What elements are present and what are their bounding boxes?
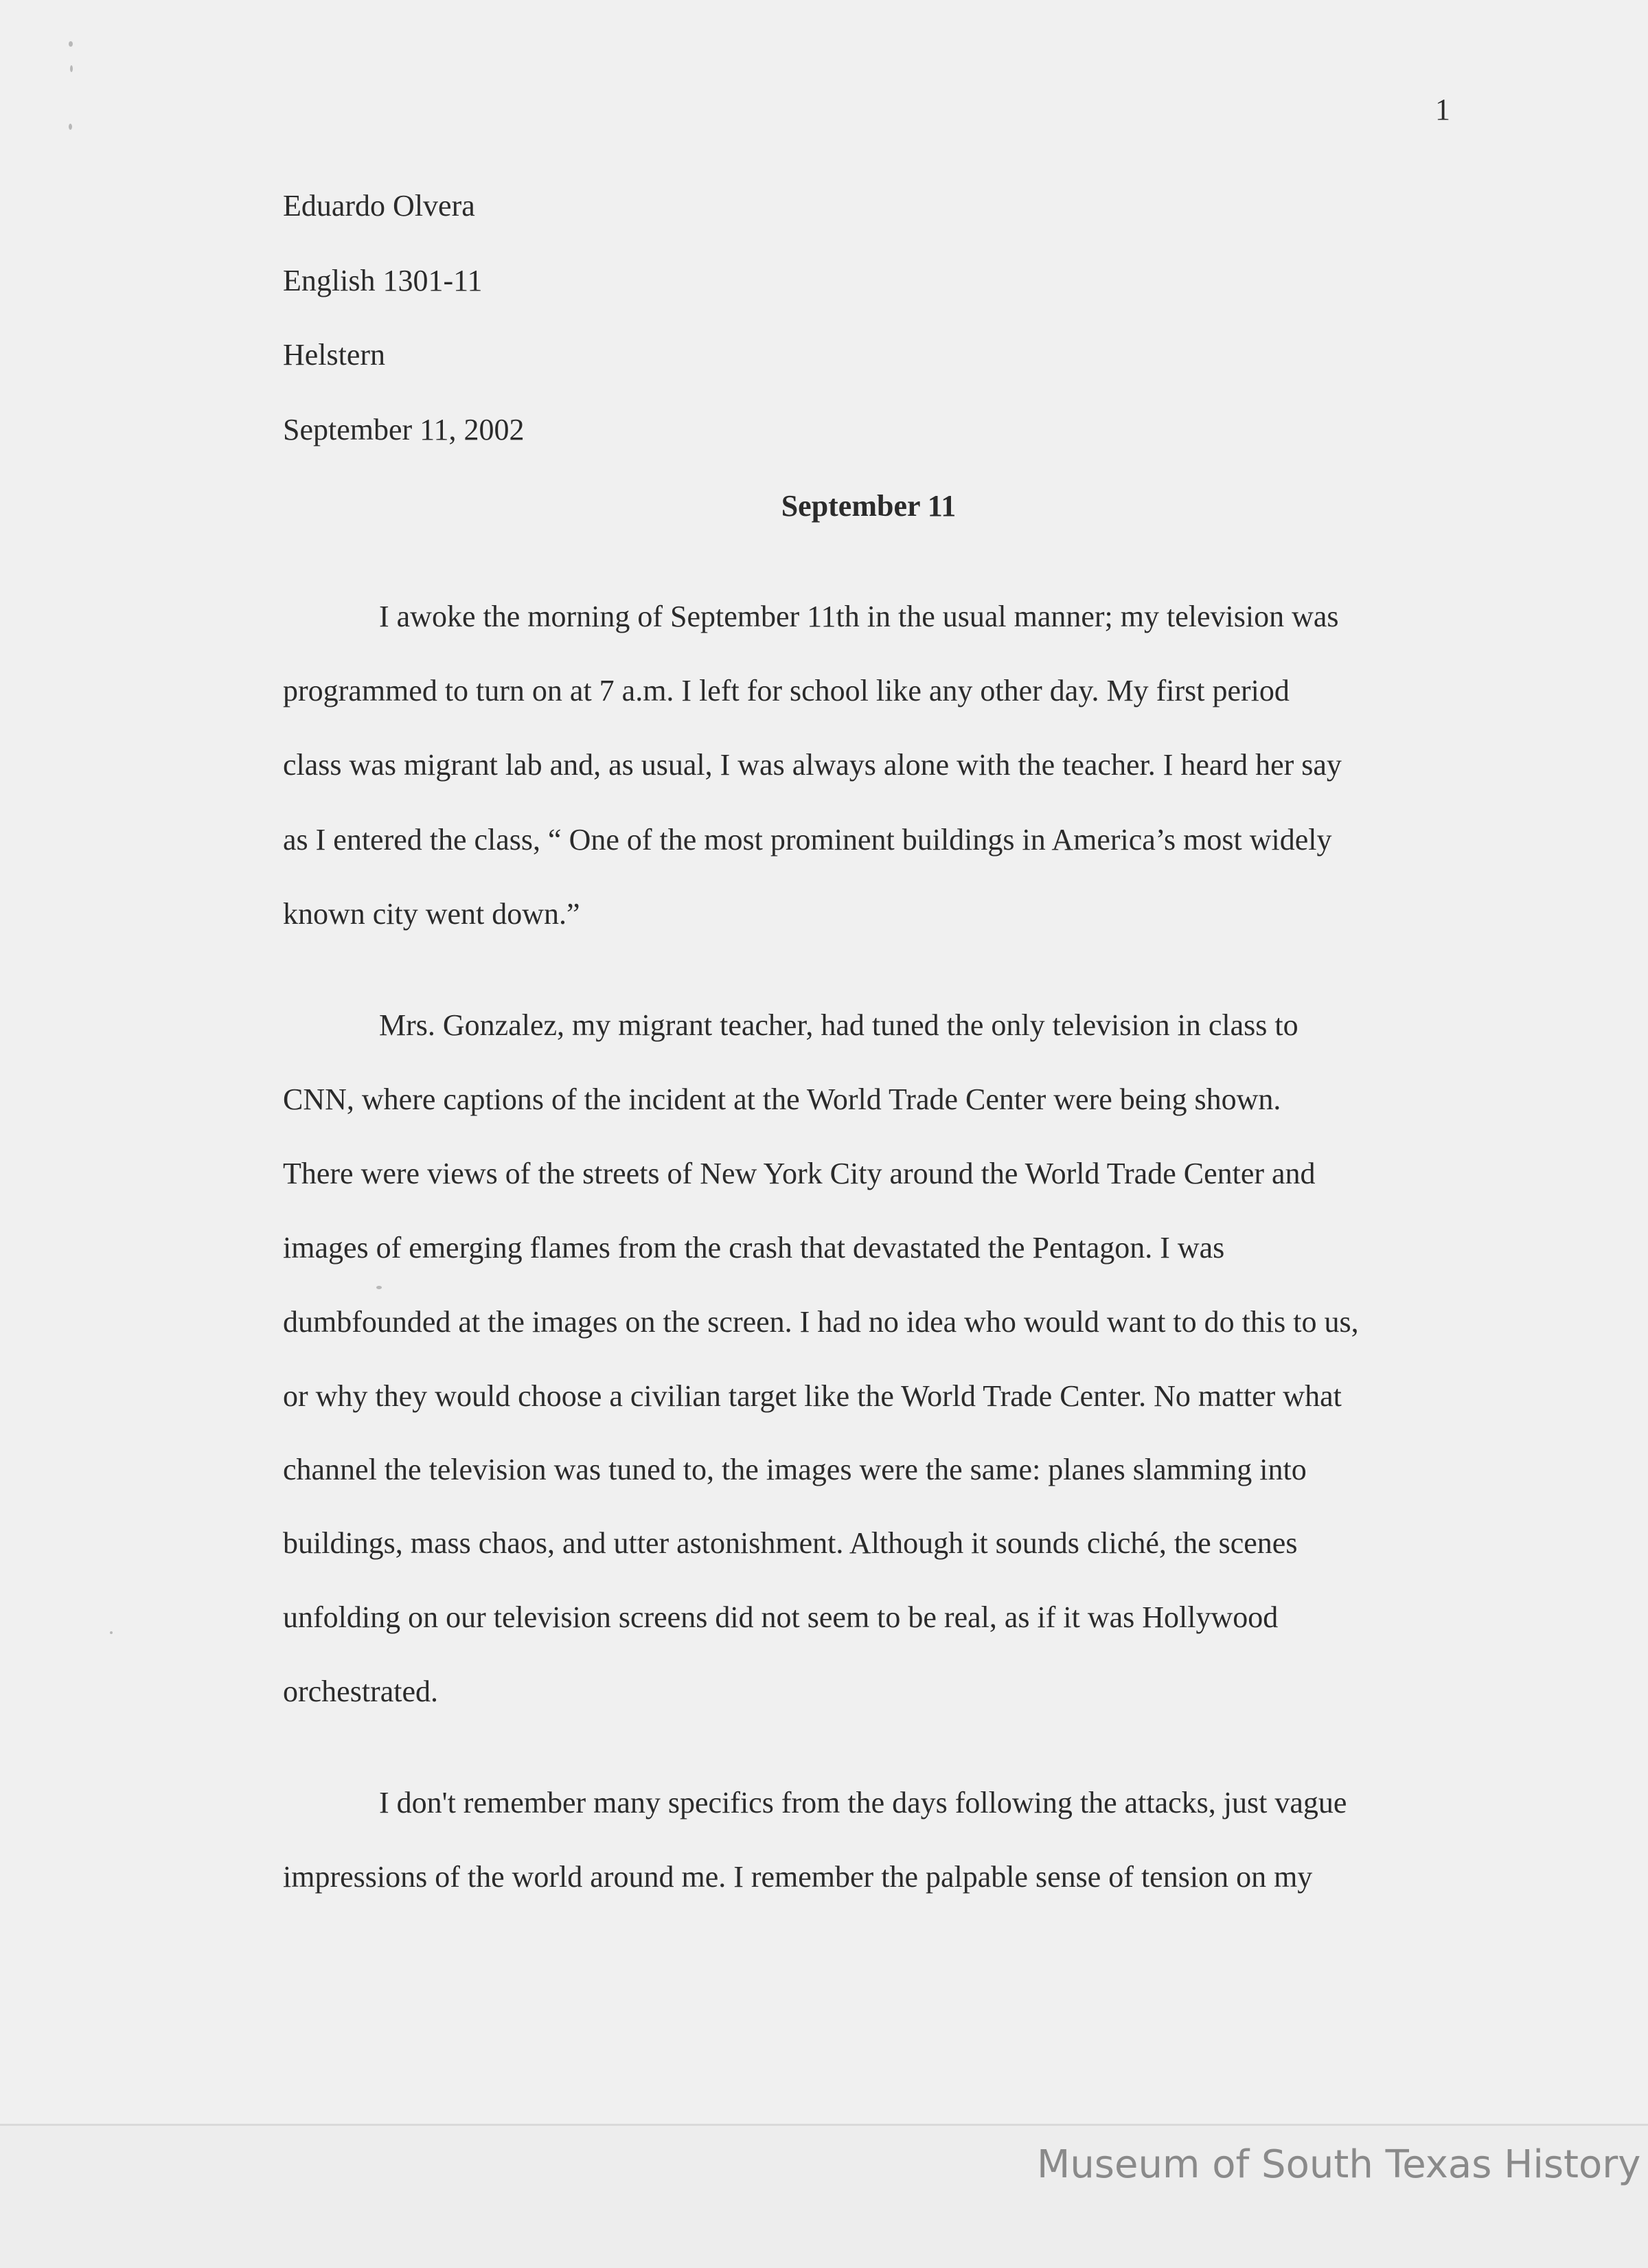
museum-credit: Museum of South Texas History	[1037, 2142, 1641, 2187]
essay-date: September 11, 2002	[283, 413, 525, 446]
paragraph-line: There were views of the streets of New York City around the World Trade Center and	[283, 1157, 1316, 1190]
scan-speck	[69, 41, 73, 47]
scan-speck	[376, 1286, 382, 1289]
paragraph-line: known city went down.”	[283, 897, 580, 931]
paragraph-line: unfolding on our television screens did not seem to be real, as if it was Hollywood	[283, 1600, 1279, 1634]
course-name: English 1301-11	[283, 264, 483, 297]
scan-speck	[110, 1631, 113, 1634]
paragraph-line: programmed to turn on at 7 a.m. I left for school like any other day. My first period	[283, 674, 1290, 707]
scan-speck	[69, 124, 72, 130]
paragraph-line: I awoke the morning of September 11th in the usual manner; my television was	[379, 600, 1339, 633]
paragraph-line: CNN, where captions of the incident at the World Trade Center were being shown.	[283, 1082, 1281, 1116]
scan-speck	[70, 65, 73, 72]
page-edge-divider	[0, 2124, 1648, 2126]
paragraph-line: channel the television was tuned to, the images were the same: planes slamming into	[283, 1453, 1307, 1486]
page-number: 1	[1435, 93, 1450, 126]
instructor-name: Helstern	[283, 338, 386, 372]
paragraph-line: dumbfounded at the images on the screen. I had no idea who would want to do this to us,	[283, 1305, 1359, 1339]
paragraph-line: Mrs. Gonzalez, my migrant teacher, had tuned the only television in class to	[379, 1008, 1298, 1042]
paragraph-line: buildings, mass chaos, and utter astonishment. Although it sounds cliché, the scenes	[283, 1526, 1298, 1560]
paragraph-line: images of emerging flames from the crash that devastated the Pentagon. I was	[283, 1231, 1225, 1265]
paragraph-line: class was migrant lab and, as usual, I was always alone with the teacher. I heard her say	[283, 748, 1342, 782]
author-name: Eduardo Olvera	[283, 189, 475, 223]
paragraph-line: I don't remember many specifics from the days following the attacks, just vague	[379, 1786, 1347, 1819]
paragraph-line: or why they would choose a civilian target like the World Trade Center. No matter what	[283, 1379, 1342, 1413]
essay-title: September 11	[781, 489, 957, 523]
paragraph-line: orchestrated.	[283, 1675, 438, 1708]
paragraph-line: impressions of the world around me. I remember the palpable sense of tension on my	[283, 1860, 1313, 1894]
paragraph-line: as I entered the class, “ One of the most prominent buildings in America’s most widely	[283, 823, 1332, 857]
